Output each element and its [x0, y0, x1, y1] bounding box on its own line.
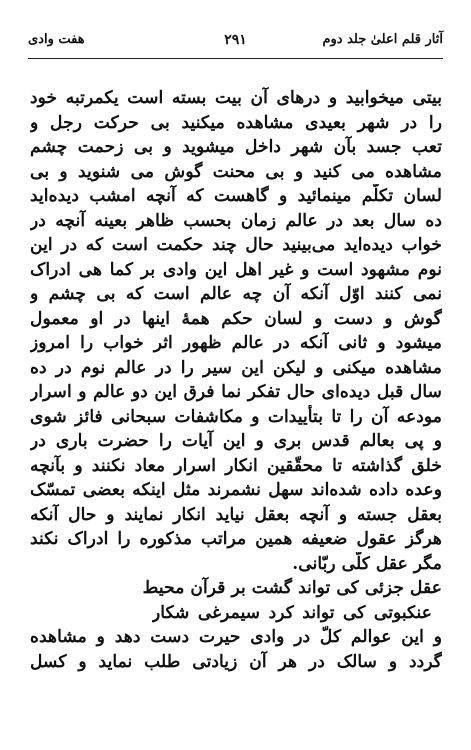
running-header — [28, 32, 443, 60]
section-title: هفت وادی — [28, 32, 85, 47]
text-line: ده سال بعد در عالم زمان بحسب ظاهر بعینه آنچه در — [30, 210, 442, 231]
text-line: لسان تکلّم مینمائید و گاهست که آنچه امشب دیده‌اید — [30, 186, 442, 206]
text-line: هرگز عقول ضعیفه همین مراتب مذکوره را ادراک نکند — [30, 529, 442, 549]
text-line: نمی کنند اوّل آنکه آن چه عالم است که بی چشم و — [30, 284, 442, 304]
text-line: نوم مشهود است و غیر اهل این وادی بر کما هی ادراک — [30, 259, 442, 280]
text-line: مشاهده میکنی و لیکن این سیر را در عالم نوم در ده — [30, 357, 442, 378]
text-line: و پی بعالم قدس بری و این آیات را حضرت باری در — [30, 431, 442, 451]
text-line: گوش و دست و لسان حکم همهٔ اینها در او معمول — [30, 308, 442, 329]
text-line: خلق گذاشته تا محقّقین انکار اسرار معاد نکنند و بآنچه — [30, 455, 442, 476]
book-title: آثار قلم اعلیٰ جلد دوم — [322, 32, 443, 47]
page-number: ۲۹۱ — [224, 32, 247, 48]
text-line: سال قبل دیده‌ای حال تفکر نما فرق این دو عالم و اسرار — [30, 382, 442, 402]
text-line: بعقل جسته و آنچه بعقل نیاید انکار نمایند و حال آنکه — [30, 504, 442, 525]
text-line: مشاهده می کنید و بی محنت گوش می شنوید و بی — [30, 161, 442, 182]
text-line: خواب دیده‌اید می‌بینید حال چند حکمت است که در این — [30, 235, 442, 255]
header-rule — [28, 58, 443, 59]
text-line: و این عوالم کلّ در وادی حیرت دست دهد و مشاهده — [30, 627, 442, 647]
text-line: میشود و ثانی آنکه در عالم ظهور اثر خواب را امروز — [30, 333, 442, 353]
text-line: تعب جسد بآن شهر داخل میشوید و بی زحمت چشم — [30, 137, 442, 157]
text-line: را در شهر بعیدی مشاهده میکنید بی حرکت رجل و — [30, 112, 442, 133]
text-line: گردد و سالک در هر آن زیادتی طلب نماید و کسل — [30, 651, 442, 672]
body-text — [30, 86, 442, 674]
text-line: بیتی میخوابید و درهای آن بیت بسته است یکمرتبه خود — [30, 88, 442, 108]
text-line: مودعه آن را تا بتأییدات و مکاشفات سبحانی فائز شوی — [30, 406, 442, 427]
verse-line-second: عنکبوتی کی تواند کرد سیمرغی شکار — [152, 602, 432, 623]
text-line: مگر عقل کلّی ربّانی. — [292, 553, 442, 574]
verse-line-first: عقل جزئی کی تواند گشت بر قرآن محیط — [142, 578, 442, 598]
text-line: وعده داده شده‌اند سهل نشمرند مثل اینکه بعضی تمسّک — [30, 480, 442, 500]
